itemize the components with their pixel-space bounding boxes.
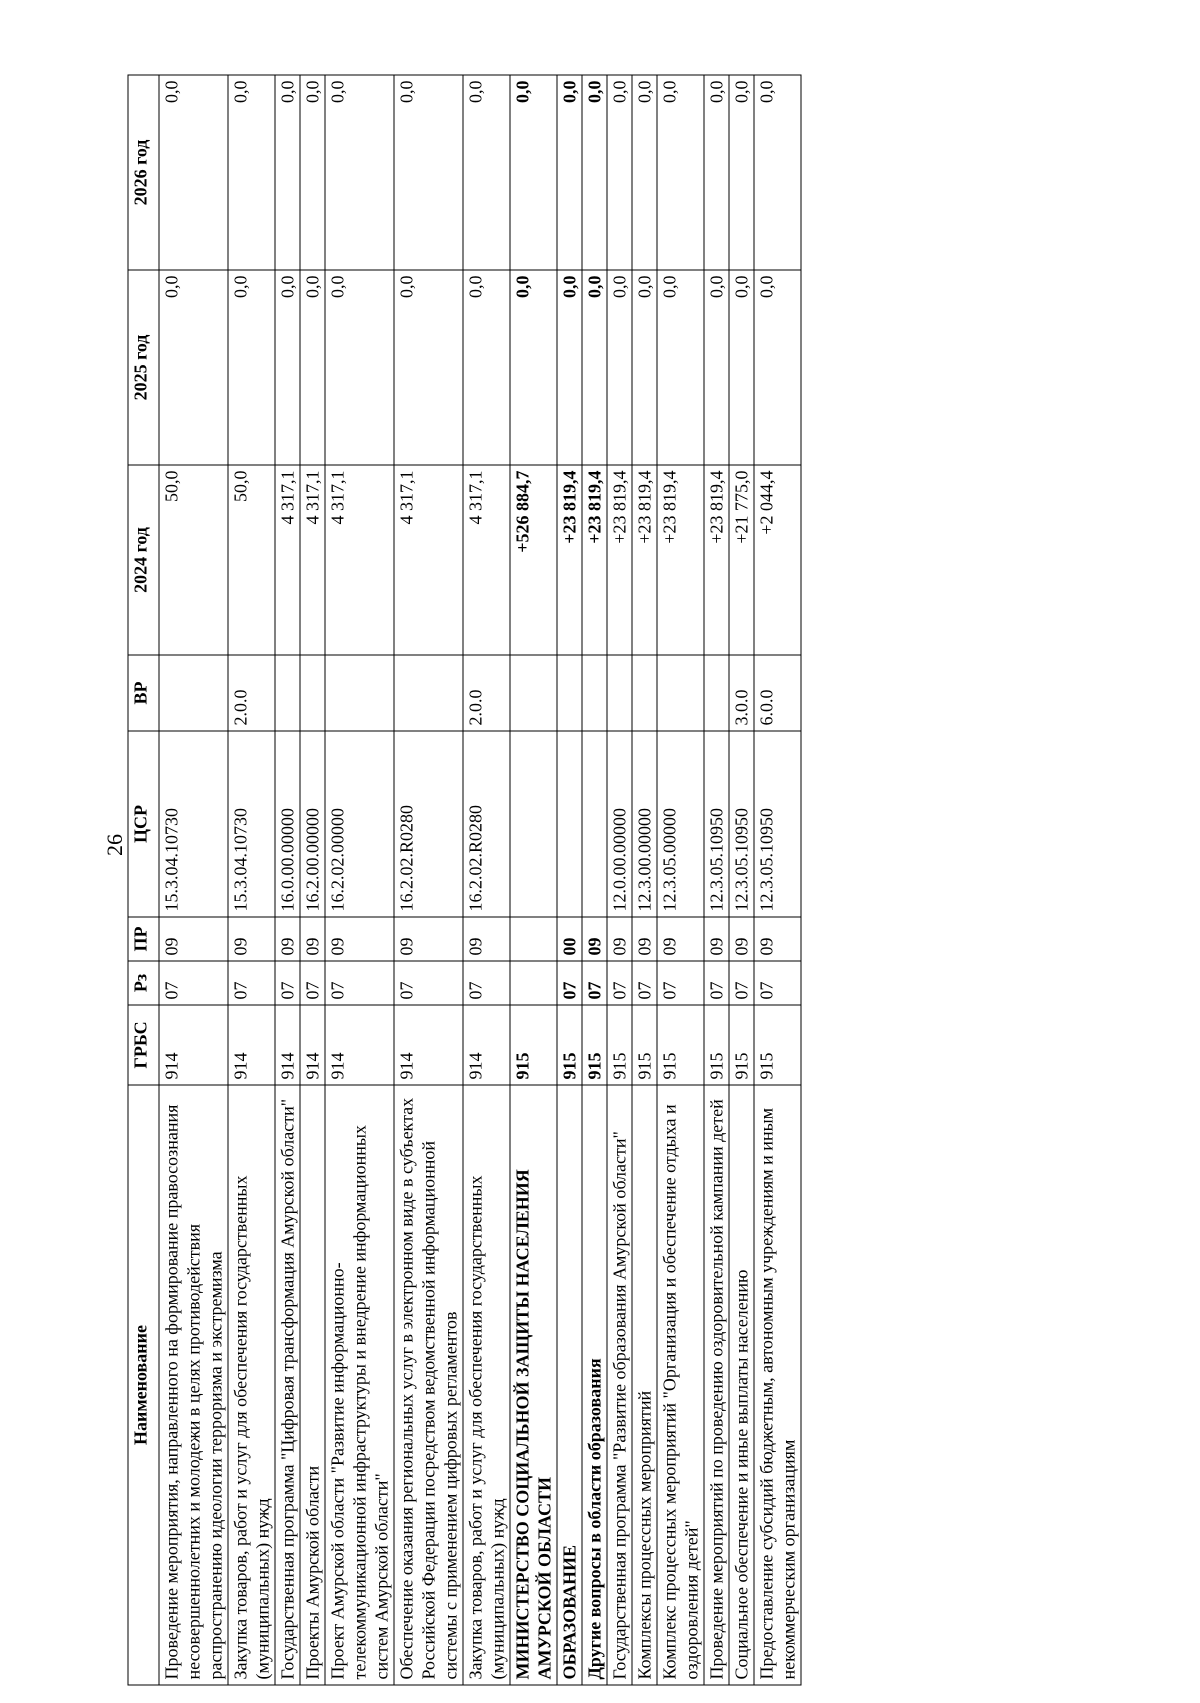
cell-rz: 07 [394, 961, 463, 1005]
cell-pr [510, 917, 557, 961]
cell-grbs: 915 [557, 1005, 582, 1085]
header-2026: 2026 год [128, 75, 159, 270]
cell-y2025: 0,0 [228, 270, 275, 465]
header-grbs: ГРБС [128, 1005, 159, 1085]
cell-y2026: 0,0 [582, 75, 607, 270]
cell-y2026: 0,0 [159, 75, 228, 270]
cell-csr: 12.0.00.00000 [607, 731, 632, 917]
cell-pr: 00 [557, 917, 582, 961]
header-2024: 2024 год [128, 465, 159, 655]
cell-grbs: 914 [394, 1005, 463, 1085]
cell-y2024: 4 317,1 [463, 465, 510, 655]
cell-pr: 09 [754, 917, 801, 961]
cell-pr: 09 [582, 917, 607, 961]
cell-grbs: 914 [275, 1005, 300, 1085]
page-number: 26 [102, 834, 127, 856]
cell-y2025: 0,0 [325, 270, 394, 465]
table-row [729, 75, 754, 1685]
cell-grbs: 914 [325, 1005, 394, 1085]
cell-pr: 09 [463, 917, 510, 961]
rotated-table-container [128, 76, 1003, 1686]
cell-vr [275, 655, 300, 731]
cell-y2026: 0,0 [300, 75, 325, 270]
cell-name: Комплексы процессных мероприятий [632, 1085, 657, 1685]
cell-vr [557, 655, 582, 731]
cell-csr: 16.0.00.00000 [275, 731, 300, 917]
table-row [632, 75, 657, 1685]
cell-name: Социальное обеспечение и иные выплаты населению [729, 1085, 754, 1685]
cell-rz: 07 [557, 961, 582, 1005]
cell-y2025: 0,0 [394, 270, 463, 465]
cell-pr: 09 [394, 917, 463, 961]
cell-vr [510, 655, 557, 731]
cell-y2025: 0,0 [300, 270, 325, 465]
cell-y2026: 0,0 [729, 75, 754, 270]
cell-name: Обеспечение оказания региональных услуг в электронном виде в субъектах Российской Федерации посредством ведомственной информационной системы с применением цифровых регламентов [394, 1085, 463, 1685]
cell-y2024: 50,0 [159, 465, 228, 655]
header-csr: ЦСР [128, 731, 159, 917]
cell-rz: 07 [607, 961, 632, 1005]
cell-name: Другие вопросы в области образования [582, 1085, 607, 1685]
cell-y2026: 0,0 [657, 75, 704, 270]
cell-grbs: 914 [159, 1005, 228, 1085]
cell-pr: 09 [228, 917, 275, 961]
cell-vr [607, 655, 632, 731]
cell-name: Предоставление субсидий бюджетным, автономным учреждениям и иным некоммерческим организациям [754, 1085, 801, 1685]
header-rz: Рз [128, 961, 159, 1005]
cell-vr [704, 655, 729, 731]
cell-vr: 3.0.0 [729, 655, 754, 731]
cell-pr: 09 [159, 917, 228, 961]
cell-name: Проект Амурской области "Развитие информационно-телекоммуникационной инфраструктуры и внедрение информационных систем Амурской области" [325, 1085, 394, 1685]
cell-y2024: +526 884,7 [510, 465, 557, 655]
cell-rz: 07 [228, 961, 275, 1005]
cell-y2026: 0,0 [510, 75, 557, 270]
table-row [159, 75, 228, 1685]
cell-vr [582, 655, 607, 731]
cell-y2024: 4 317,1 [394, 465, 463, 655]
cell-pr: 09 [300, 917, 325, 961]
cell-name: Проведение мероприятий по проведению оздоровительной кампании детей [704, 1085, 729, 1685]
cell-y2026: 0,0 [463, 75, 510, 270]
cell-grbs: 915 [754, 1005, 801, 1085]
cell-vr [159, 655, 228, 731]
cell-csr: 12.3.05.00000 [657, 731, 704, 917]
cell-grbs: 914 [228, 1005, 275, 1085]
cell-name: Проекты Амурской области [300, 1085, 325, 1685]
header-vr: ВР [128, 655, 159, 731]
header-name: Наименование [128, 1085, 159, 1685]
cell-y2026: 0,0 [754, 75, 801, 270]
header-2025: 2025 год [128, 270, 159, 465]
cell-csr: 16.2.00.00000 [300, 731, 325, 917]
table-header-row [128, 75, 159, 1685]
cell-y2024: +23 819,4 [557, 465, 582, 655]
cell-grbs: 914 [300, 1005, 325, 1085]
cell-rz: 07 [582, 961, 607, 1005]
cell-grbs: 915 [607, 1005, 632, 1085]
cell-name: Государственная программа "Цифровая трансформация Амурской области" [275, 1085, 300, 1685]
cell-vr: 2.0.0 [463, 655, 510, 731]
cell-y2026: 0,0 [325, 75, 394, 270]
cell-y2025: 0,0 [754, 270, 801, 465]
cell-y2024: 50,0 [228, 465, 275, 655]
cell-pr: 09 [275, 917, 300, 961]
cell-y2025: 0,0 [704, 270, 729, 465]
cell-vr [394, 655, 463, 731]
cell-grbs: 915 [704, 1005, 729, 1085]
cell-rz: 07 [729, 961, 754, 1005]
table-row [394, 75, 463, 1685]
table-row [463, 75, 510, 1685]
cell-csr: 12.3.05.10950 [754, 731, 801, 917]
cell-csr: 12.3.00.00000 [632, 731, 657, 917]
cell-y2024: +23 819,4 [607, 465, 632, 655]
cell-y2024: +23 819,4 [657, 465, 704, 655]
cell-grbs: 915 [632, 1005, 657, 1085]
cell-y2026: 0,0 [394, 75, 463, 270]
table-row [657, 75, 704, 1685]
cell-pr: 09 [729, 917, 754, 961]
table-row [228, 75, 275, 1685]
cell-rz: 07 [704, 961, 729, 1005]
table-row [325, 75, 394, 1685]
cell-y2025: 0,0 [657, 270, 704, 465]
cell-y2024: 4 317,1 [300, 465, 325, 655]
budget-table [128, 75, 802, 1686]
cell-vr: 2.0.0 [228, 655, 275, 731]
table-row [300, 75, 325, 1685]
cell-y2025: 0,0 [729, 270, 754, 465]
cell-name: Закупка товаров, работ и услуг для обеспечения государственных (муниципальных) нужд [463, 1085, 510, 1685]
cell-y2026: 0,0 [275, 75, 300, 270]
cell-y2024: +2 044,4 [754, 465, 801, 655]
cell-csr: 12.3.05.10950 [704, 731, 729, 917]
cell-y2026: 0,0 [228, 75, 275, 270]
cell-csr: 16.2.02.R0280 [463, 731, 510, 917]
cell-csr [510, 731, 557, 917]
cell-y2025: 0,0 [582, 270, 607, 465]
cell-name: Государственная программа "Развитие образования Амурской области" [607, 1085, 632, 1685]
cell-pr: 09 [704, 917, 729, 961]
cell-y2024: +23 819,4 [632, 465, 657, 655]
table-row [704, 75, 729, 1685]
table-row [582, 75, 607, 1685]
table-row [275, 75, 300, 1685]
cell-y2024: +23 819,4 [582, 465, 607, 655]
cell-y2026: 0,0 [632, 75, 657, 270]
cell-name: Закупка товаров, работ и услуг для обеспечения государственных (муниципальных) нужд [228, 1085, 275, 1685]
cell-csr [557, 731, 582, 917]
cell-grbs: 915 [510, 1005, 557, 1085]
cell-y2025: 0,0 [632, 270, 657, 465]
cell-csr [582, 731, 607, 917]
cell-vr [632, 655, 657, 731]
cell-y2025: 0,0 [275, 270, 300, 465]
table-row [754, 75, 801, 1685]
cell-rz: 07 [325, 961, 394, 1005]
cell-name: Комплекс процессных мероприятий "Организация и обеспечение отдыха и оздоровления детей" [657, 1085, 704, 1685]
cell-y2026: 0,0 [607, 75, 632, 270]
cell-grbs: 915 [657, 1005, 704, 1085]
cell-y2025: 0,0 [159, 270, 228, 465]
cell-csr: 12.3.05.10950 [729, 731, 754, 917]
cell-y2025: 0,0 [557, 270, 582, 465]
cell-name: МИНИСТЕРСТВО СОЦИАЛЬНОЙ ЗАЩИТЫ НАСЕЛЕНИЯ АМУРСКОЙ ОБЛАСТИ [510, 1085, 557, 1685]
cell-y2025: 0,0 [463, 270, 510, 465]
cell-y2026: 0,0 [557, 75, 582, 270]
cell-grbs: 915 [729, 1005, 754, 1085]
cell-rz: 07 [657, 961, 704, 1005]
cell-rz: 07 [275, 961, 300, 1005]
cell-name: ОБРАЗОВАНИЕ [557, 1085, 582, 1685]
cell-csr: 15.3.04.10730 [159, 731, 228, 917]
cell-rz: 07 [300, 961, 325, 1005]
header-pr: ПР [128, 917, 159, 961]
cell-rz: 07 [632, 961, 657, 1005]
cell-y2024: 4 317,1 [275, 465, 300, 655]
cell-grbs: 914 [463, 1005, 510, 1085]
cell-y2025: 0,0 [607, 270, 632, 465]
cell-rz: 07 [754, 961, 801, 1005]
cell-pr: 09 [607, 917, 632, 961]
cell-csr: 15.3.04.10730 [228, 731, 275, 917]
table-row [607, 75, 632, 1685]
cell-grbs: 915 [582, 1005, 607, 1085]
cell-rz [510, 961, 557, 1005]
cell-y2024: 4 317,1 [325, 465, 394, 655]
cell-y2024: +21 775,0 [729, 465, 754, 655]
cell-y2024: +23 819,4 [704, 465, 729, 655]
cell-csr: 16.2.02.R0280 [394, 731, 463, 917]
cell-pr: 09 [632, 917, 657, 961]
cell-vr [325, 655, 394, 731]
cell-pr: 09 [325, 917, 394, 961]
cell-y2025: 0,0 [510, 270, 557, 465]
table-body [159, 75, 801, 1685]
cell-csr: 16.2.02.00000 [325, 731, 394, 917]
cell-vr: 6.0.0 [754, 655, 801, 731]
cell-rz: 07 [463, 961, 510, 1005]
cell-rz: 07 [159, 961, 228, 1005]
cell-pr: 09 [657, 917, 704, 961]
cell-vr [300, 655, 325, 731]
table-row [557, 75, 582, 1685]
table-row [510, 75, 557, 1685]
cell-vr [657, 655, 704, 731]
cell-y2026: 0,0 [704, 75, 729, 270]
cell-name: Проведение мероприятия, направленного на формирование правосознания несовершеннолетних и молодежи в целях противодействия распространению идеологии терроризма и экстремизма [159, 1085, 228, 1685]
